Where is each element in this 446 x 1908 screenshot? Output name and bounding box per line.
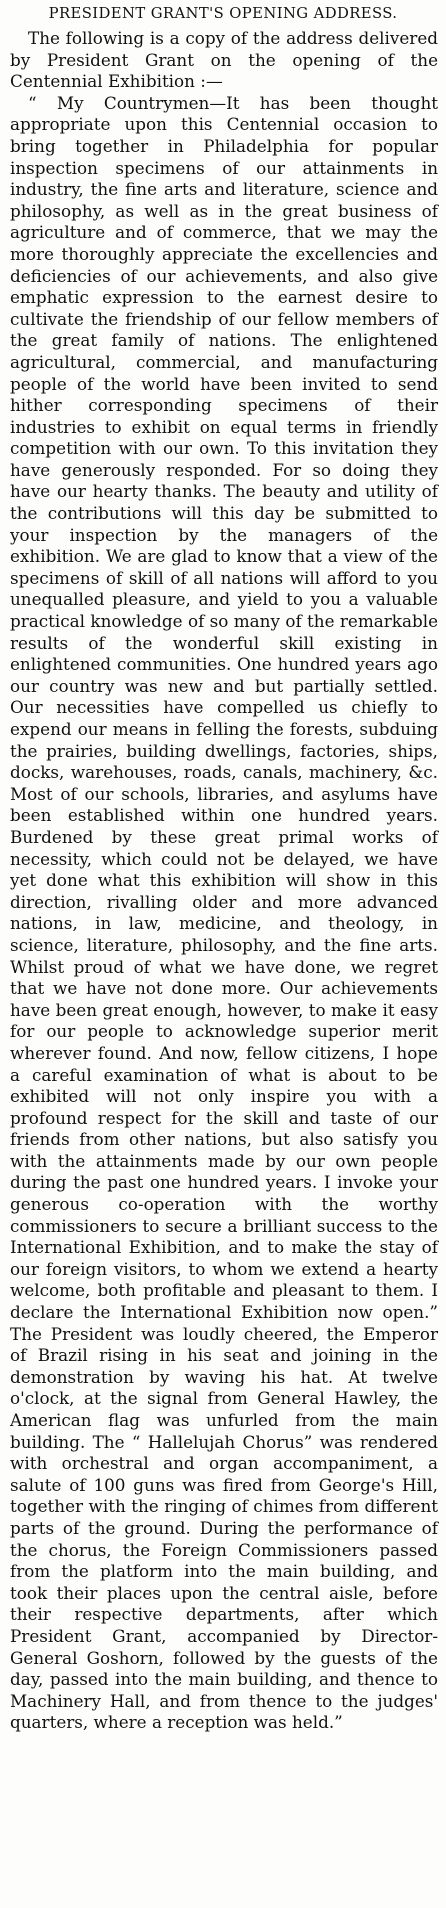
- headline: PRESIDENT GRANT'S OPENING ADDRESS.: [48, 5, 398, 22]
- address-paragraph: “ My Countrymen—It has been thought appropriate upon this Centennial occasion to bring together in Philadelphia for popular inspection specimens of our attainments in industry, the fine arts and literature, science and philosophy, as well as in the great business of agriculture and of commerce, that we may the more thoroughly appreciate the excellencies and deficiencies of our achievements, and also give emphatic expression to the earnest desire to cultivate the friendship of our fellow members of the great family of nations. The enlightened agricultural, commercial, and manufacturing people of the world have been invited to send hither corresponding specimens of their industries to exhibit on equal terms in friendly competition with our own. To this invitation they have generously responded. For so doing they have our hearty thanks. The beauty and utility of the contributions will this day be submitted to your inspection by the managers of the exhibition. We are glad to know that a view of the specimens of skill of all nations will afford to you unequalled pleasure, and yield to you a valuable practical knowledge of so many of the remarkable results of the wonderful skill existing in enlightened communities. One hundred years ago our country was new and but partially settled. Our necessities have compelled us chiefly to expend our means in felling the forests, subduing the prairies, building dwellings, factories, ships, docks, warehouses, roads, canals, machinery, &c. Most of our schools, libraries, and asylums have been established within one hundred years. Burdened by these great primal works of necessity, which could not be delayed, we have yet done what this exhibition will show in this direction, rivalling older and more advanced nations, in law, medicine, and theology, in science, literature, philosophy, and the fine arts. Whilst proud of what we have done, we regret that we have not done more. Our achievements have been great enough, however, to make it easy for our people to acknowledge superior merit wherever found. And now, fellow citizens, I hope a careful examination of what is about to be exhibited will not only inspire you with a profound respect for the skill and taste of our friends from other nations, but also satisfy you with the attainments made by our own people during the past one hundred years. I invoke your generous co-operation with the worthy commissioners to secure a brilliant success to the International Exhibition, and to make the stay of our foreign visitors, to whom we extend a hearty welcome, both profitable and pleasant to them. I declare the International Exhibition now open.” The President was loudly cheered, the Emperor of Brazil rising in his seat and joining in the demonstration by waving his hat. At twelve o'clock, at the signal from General Hawley, the American flag was unfurled from the main building. The “ Hallelujah Chorus” was rendered with orchestral and organ accompaniment, a salute of 100 guns was fired from George's Hill, together with the ringing of chimes from different parts of the ground. During the performance of the chorus, the Foreign Commissioners passed from the platform into the main building, and took their places upon the central aisle, before their respective departments, after which President Grant, accompanied by Director-General Goshorn, followed by the guests of the day, passed into the main building, and thence to Machinery Hall, and from thence to the judges' quarters, where a reception was held.”: [10, 92, 438, 1733]
- article-body: [0, 28, 446, 1734]
- intro-paragraph: The following is a copy of the address delivered by President Grant on the opening of the Centennial Exhibition :—: [10, 28, 438, 92]
